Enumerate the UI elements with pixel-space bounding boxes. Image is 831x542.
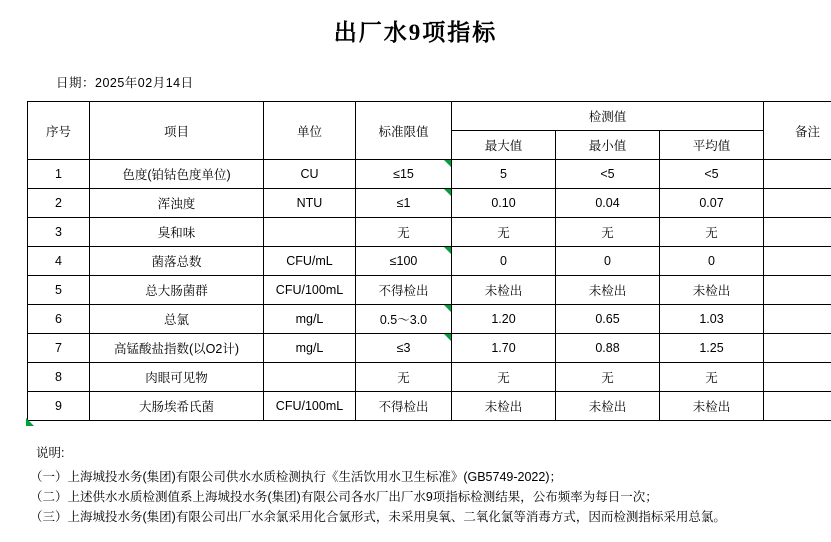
cell-limit xyxy=(356,247,452,276)
cell-avg: 0.07 xyxy=(660,189,764,218)
table-row xyxy=(28,334,831,363)
green-corner-icon xyxy=(444,334,451,341)
cell-limit xyxy=(356,189,452,218)
cell-seq: 3 xyxy=(28,218,90,247)
cell-limit: 不得检出 xyxy=(356,392,452,421)
cell-limit: 不得检出 xyxy=(356,276,452,305)
cell-item: 菌落总数 xyxy=(90,247,264,276)
cell-min: 0.65 xyxy=(556,305,660,334)
cell-remark xyxy=(764,276,831,305)
cell-avg: 1.03 xyxy=(660,305,764,334)
green-corner-icon xyxy=(444,189,451,196)
cell-min: 0.88 xyxy=(556,334,660,363)
cell-remark xyxy=(764,334,831,363)
cell-unit: CFU/100mL xyxy=(264,392,356,421)
cell-item: 臭和味 xyxy=(90,218,264,247)
header-max: 最大值 xyxy=(452,131,556,160)
water-quality-table xyxy=(27,101,831,421)
cell-unit: mg/L xyxy=(264,305,356,334)
cell-seq: 5 xyxy=(28,276,90,305)
notes-title: 说明: xyxy=(30,443,831,463)
limit-text: ≤3 xyxy=(397,341,411,355)
cell-avg: 未检出 xyxy=(660,276,764,305)
cell-unit: NTU xyxy=(264,189,356,218)
cell-min: 无 xyxy=(556,218,660,247)
table-row xyxy=(28,160,831,189)
green-corner-icon xyxy=(26,418,34,426)
cell-limit: 无 xyxy=(356,218,452,247)
limit-text: ≤1 xyxy=(397,196,411,210)
limit-text: ≤100 xyxy=(390,254,418,268)
header-detected-group: 检测值 xyxy=(452,102,764,131)
cell-max: 1.20 xyxy=(452,305,556,334)
cell-limit xyxy=(356,334,452,363)
cell-remark xyxy=(764,160,831,189)
cell-remark xyxy=(764,218,831,247)
note-line-1: （一）上海城投水务(集团)有限公司供水水质检测执行《生活饮用水卫生标准》(GB5749-2022)； xyxy=(30,467,831,487)
cell-min: 0 xyxy=(556,247,660,276)
cell-unit xyxy=(264,363,356,392)
notes-section xyxy=(30,443,831,527)
cell-remark xyxy=(764,247,831,276)
cell-avg: 未检出 xyxy=(660,392,764,421)
cell-remark xyxy=(764,305,831,334)
green-corner-icon xyxy=(444,305,451,312)
cell-unit: CFU/mL xyxy=(264,247,356,276)
cell-unit: CFU/100mL xyxy=(264,276,356,305)
header-remark: 备注 xyxy=(764,102,831,160)
cell-min: 0.04 xyxy=(556,189,660,218)
green-corner-icon xyxy=(444,160,451,167)
cell-item: 浑浊度 xyxy=(90,189,264,218)
cell-avg: 无 xyxy=(660,218,764,247)
cell-avg: 无 xyxy=(660,363,764,392)
cell-avg: 0 xyxy=(660,247,764,276)
page-title: 出厂水9项指标 xyxy=(0,14,831,47)
table-row xyxy=(28,363,831,392)
cell-max: 无 xyxy=(452,363,556,392)
note-line-3: （三）上海城投水务(集团)有限公司出厂水余氯采用化合氯形式，未采用臭氧、二氧化氯等消毒方式，因而检测指标采用总氯。 xyxy=(30,507,831,527)
green-corner-icon xyxy=(444,247,451,254)
cell-avg: 1.25 xyxy=(660,334,764,363)
cell-limit xyxy=(356,305,452,334)
header-unit: 单位 xyxy=(264,102,356,160)
cell-unit: mg/L xyxy=(264,334,356,363)
note-line-2: （二）上述供水水质检测值系上海城投水务(集团)有限公司各水厂出厂水9项指标检测结果，公布频率为每日一次； xyxy=(30,487,831,507)
cell-avg: <5 xyxy=(660,160,764,189)
cell-remark xyxy=(764,189,831,218)
table-row xyxy=(28,305,831,334)
table-header-row-1 xyxy=(28,102,831,131)
cell-max: 未检出 xyxy=(452,392,556,421)
cell-seq: 4 xyxy=(28,247,90,276)
cell-min: 无 xyxy=(556,363,660,392)
cell-seq: 8 xyxy=(28,363,90,392)
cell-item: 肉眼可见物 xyxy=(90,363,264,392)
cell-seq: 9 xyxy=(28,392,90,421)
limit-text: 0.5～3.0 xyxy=(380,313,427,327)
cell-max: 0 xyxy=(452,247,556,276)
cell-remark xyxy=(764,392,831,421)
cell-min: <5 xyxy=(556,160,660,189)
cell-max: 无 xyxy=(452,218,556,247)
header-min: 最小值 xyxy=(556,131,660,160)
cell-min: 未检出 xyxy=(556,392,660,421)
cell-limit xyxy=(356,160,452,189)
cell-seq: 2 xyxy=(28,189,90,218)
cell-item: 总氯 xyxy=(90,305,264,334)
cell-item: 色度(铂钴色度单位) xyxy=(90,160,264,189)
header-seq: 序号 xyxy=(28,102,90,160)
header-item: 项目 xyxy=(90,102,264,160)
table-row xyxy=(28,392,831,421)
cell-item: 高锰酸盐指数(以O2计) xyxy=(90,334,264,363)
cell-remark xyxy=(764,363,831,392)
table-row xyxy=(28,276,831,305)
table-row xyxy=(28,247,831,276)
cell-max: 未检出 xyxy=(452,276,556,305)
cell-item: 总大肠菌群 xyxy=(90,276,264,305)
cell-unit: CU xyxy=(264,160,356,189)
cell-seq: 1 xyxy=(28,160,90,189)
cell-max: 5 xyxy=(452,160,556,189)
cell-max: 0.10 xyxy=(452,189,556,218)
header-limit: 标准限值 xyxy=(356,102,452,160)
header-avg: 平均值 xyxy=(660,131,764,160)
limit-text: ≤15 xyxy=(393,167,414,181)
cell-seq: 7 xyxy=(28,334,90,363)
cell-unit xyxy=(264,218,356,247)
cell-seq: 6 xyxy=(28,305,90,334)
report-date: 日期：2025年02月14日 xyxy=(56,73,831,91)
table-row xyxy=(28,189,831,218)
cell-min: 未检出 xyxy=(556,276,660,305)
cell-item: 大肠埃希氏菌 xyxy=(90,392,264,421)
table-row xyxy=(28,218,831,247)
cell-limit: 无 xyxy=(356,363,452,392)
cell-max: 1.70 xyxy=(452,334,556,363)
